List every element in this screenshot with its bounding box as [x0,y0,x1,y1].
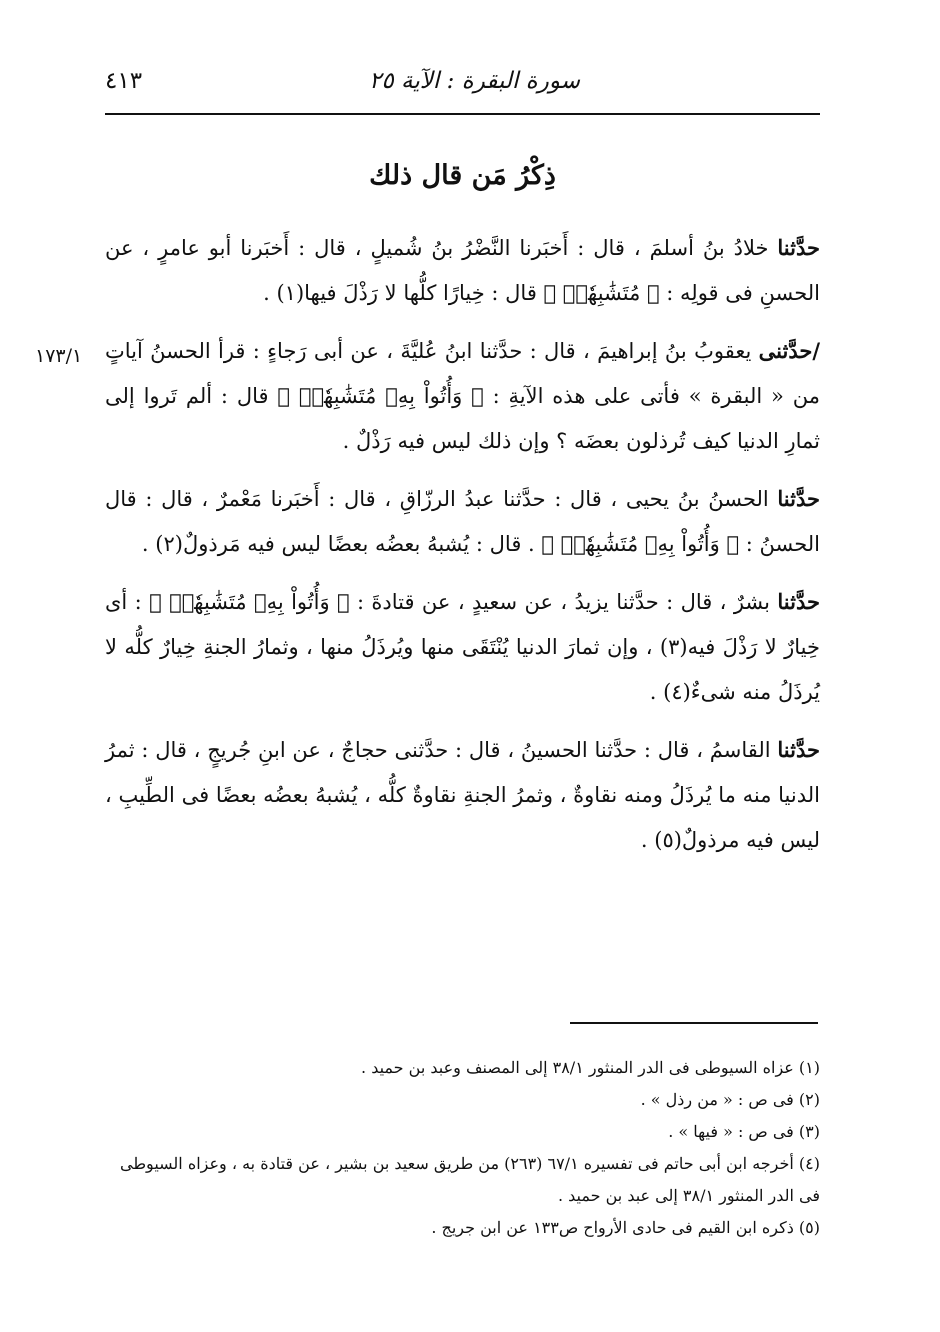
footnote: (٥) ذكره ابن القيم فى حادى الأرواح ص١٣٣ عن ابن جريج . [431,1218,820,1237]
paragraph-lead: حدَّثنا [777,589,820,614]
footnote-rule [570,1022,818,1024]
footnote: (١) عزاه السيوطى فى الدر المنثور ٣٨/١ إلى المصنف وعبد بن حميد . [361,1058,820,1077]
footnotes [105,1052,820,1244]
body-text [105,225,820,875]
paragraph-text: القاسمُ ، قال : حدَّثنا الحسينُ ، قال : حدَّثنى حجاجٌ ، عن ابنِ جُريجٍ ، قال : ثمرُ الدنيا منه ما يُرذَلُ ومنه نقاوةٌ ، وثمرُ الجنةِ نقاوةٌ كلُّه ، يُشبهُ بعضُه بعضًا فى الطِّيبِ ، ليس فيه مرذولٌ(٥) . [105,738,820,852]
paragraph-text: الحسنُ بنُ يحيى ، قال : حدَّثنا عبدُ الرزّاقِ ، قال : أَخبَرنا مَعْمرٌ ، قال : قال الحسنُ : ﴿ وَأُتُواْ بِهِۦ مُتَشَٰبِهٗاۖ ﴾ . قال : يُشبهُ بعضُه بعضًا ليس فيه مَرذولٌ(٢) . [105,487,820,556]
page-number: ٤١٣ [105,68,143,94]
paragraph-lead: /حدَّثنى [758,338,820,363]
header-rule [105,113,820,115]
paragraph [105,225,820,316]
footnote: (٣) فى ص : « فيها » . [668,1122,820,1141]
paragraph-lead: حدَّثنا [777,235,820,260]
paragraph [105,727,820,863]
paragraph-text: خلادُ بنُ أسلمَ ، قال : أَخبَرنا النَّضْرُ بنُ شُميلٍ ، قال : أَخبَرنا أبو عامرٍ ، عن الحسنِ فى قولِه : ﴿ مُتَشَٰبِهٗاۖ ﴾ قال : خِيارًا كلُّها لا رَذْلَ فيها(١) . [105,236,820,305]
paragraph [105,328,820,464]
paragraph [105,476,820,567]
paragraph-lead: حدَّثنا [777,737,820,762]
paragraph [105,579,820,715]
paragraph-lead: حدَّثنا [777,486,820,511]
margin-reference: ١٧٣/١ [35,345,83,367]
paragraph-text: بشرٌ ، قال : حدَّثنا يزيدُ ، عن سعيدٍ ، عن قتادةَ : ﴿ وَأُتُواْ بِهِۦ مُتَشَٰبِهٗاۖ ﴾ : أى خِيارٌ لا رَذْلَ فيه(٣) ، وإن ثمارَ الدنيا يُنْتَقَى منها ويُرذَلُ منها ، وثمارُ الجنةِ خِيارٌ كلُّه لا يُرذَلُ منه شىءٌ(٤) . [105,590,820,704]
footnote: (٢) فى ص : « من رذل » . [640,1090,820,1109]
paragraph-text: يعقوبُ بنُ إبراهيمَ ، قال : حدَّثنا ابنُ عُليَّةَ ، عن أبى رَجاءٍ : قرأ الحسنُ آياتٍ من « البقرة » فأتى على هذه الآيةِ : ﴿ وَأُتُواْ بِهِۦ مُتَشَٰبِهٗاۖ ﴾ قال : ألم تَروا إلى ثمارِ الدنيا كيف تُرذلون بعضَه ؟ وإن ذلك ليس فيه رَذْلٌ . [105,339,820,453]
running-title: سورة البقرة : الآية ٢٥ [369,68,580,94]
section-title: ذِكْرُ مَن قال ذلك [369,160,556,191]
page-header [105,64,820,104]
footnote: (٤) أخرجه ابن أبى حاتم فى تفسيره ٦٧/١ (٢٦٣) من طريق سعيد بن بشير ، عن قتادة به ، وعزاه السيوطى فى الدر المنثور ٣٨/١ إلى عبد بن حميد . [119,1154,820,1205]
